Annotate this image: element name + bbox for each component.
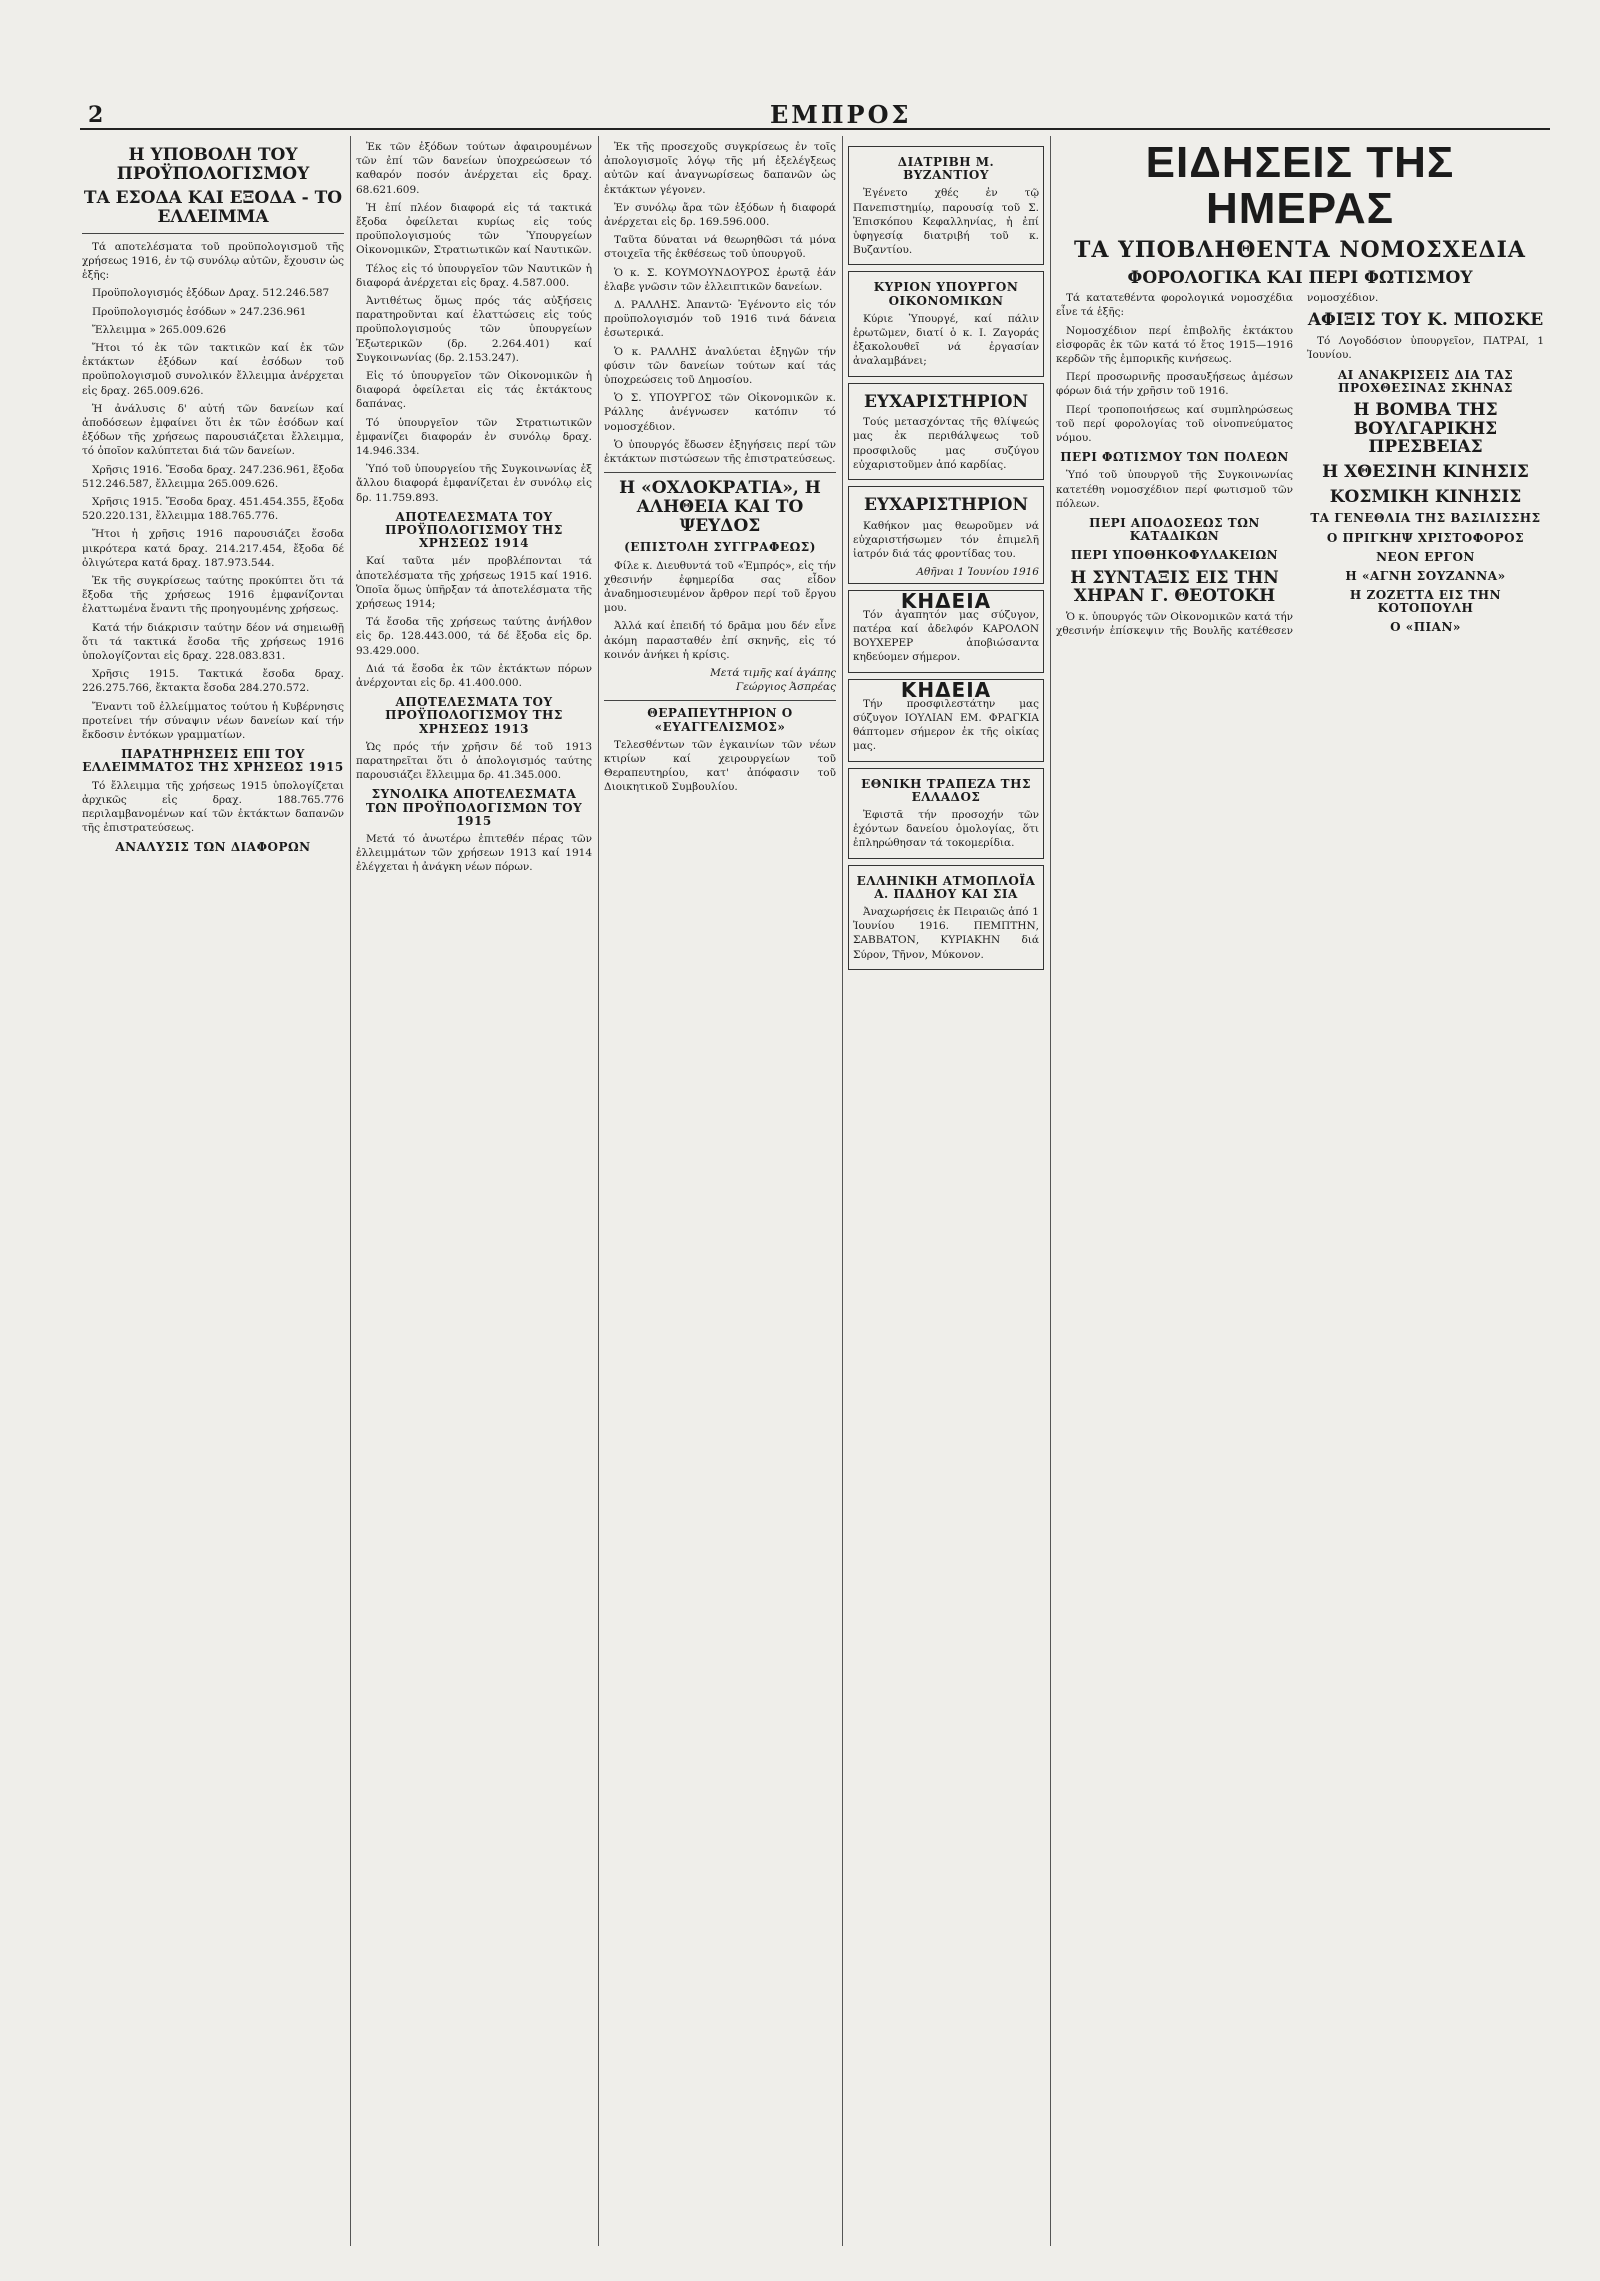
section-heading: Η ΖΟΖΕΤΤΑ ΕΙΣ ΤΗΝ ΚΟΤΟΠΟΥΛΗ [1349, 588, 1502, 616]
paragraph: Ὁ Σ. ΥΠΟΥΡΓΟΣ τῶν Οἰκονομικῶν κ. Ράλλης ἀνέγνωσεν κατόπιν τό νομοσχέδιον. [604, 392, 836, 433]
column-5 [1056, 140, 1544, 2240]
paragraph: Τά ἔσοδα τῆς χρήσεως ταύτης ἀνήλθον εἰς δρ. 128.443.000, τά δέ ἔξοδα εἰς δρ. 93.429.000. [356, 616, 592, 657]
notice-box [848, 146, 1044, 265]
column-4 [848, 140, 1044, 2240]
divider [604, 700, 836, 701]
paragraph: Ἔναντι τοῦ ἐλλείμματος τούτου ἡ Κυβέρνησις προτείνει τήν σύναψιν νέων δανείων καί τήν ἔκδοσιν ἐντόκων γραμματίων. [82, 700, 344, 742]
section-heading: ΠΑΡΑΤΗΡΗΣΕΙΣ ΕΠΙ ΤΟΥ ΕΛΛΕΙΜΜΑΤΟΣ ΤΗΣ ΧΡΗΣΕΩΣ 1915 [82, 747, 344, 775]
paragraph: Τό Λογοδόσιον ὑπουργεῖον, ΠΑΤΡΑΙ, 1 Ἰουνίου. [1307, 335, 1544, 362]
section-heading: Ο «ΠΙΑΝ» [1390, 620, 1461, 635]
paragraph: Κατά τήν διάκρισιν ταύτην δέον νά σημειωθῇ ὅτι τά τακτικά ἔσοδα τῆς χρήσεως 1916 ὑπολογίζονται εἰς δραχ. 228.083.831. [82, 621, 344, 663]
section-heading: ΑΝΑΛΥΣΙΣ ΤΩΝ ΔΙΑΦΟΡΩΝ [115, 840, 311, 855]
notice-text: Τόν ἀγαπητόν μας σύζυγον, πατέρα καί ἀδελφόν ΚΑΡΟΛΟΝ ΒΟΥΧΕΡΕΡ ἀποβιώσαντα κηδεύομεν σήμερον. [853, 608, 1039, 664]
paragraph: Ὁ κ. Σ. ΚΟΥΜΟΥΝΔΟΥΡΟΣ ἐρωτᾷ ἐάν ἐλαβε γνῶσιν τῶν ἐλλειπτικῶν δανείων. [604, 266, 836, 293]
notice-box [848, 590, 1044, 673]
paragraph: Χρῆσις 1915. Ἔσοδα δραχ. 451.454.355, ἔξοδα 520.220.131, ἔλλειμμα 188.765.776. [82, 496, 344, 523]
newspaper-title: ΕΜΠΡΟΣ [770, 100, 912, 129]
paragraph: Ἤτοι ἡ χρῆσις 1916 παρουσιάζει ἔσοδα μικρότερα κατά δραχ. 214.217.454, ἔξοδα δέ ὀλιγώτερα κατά δραχ. 187.973.544. [82, 528, 344, 569]
article-title: Η ΥΠΟΒΟΛΗ ΤΟΥ ΠΡΟΫΠΟΛΟΓΙΣΜΟΥ [116, 145, 310, 184]
paragraph: Τέλος εἰς τό ὑπουργεῖον τῶν Ναυτικῶν ἡ διαφορά ἀνέρχεται εἰς δραχ. 4.587.000. [356, 262, 592, 289]
article-title: Η «ΟΧΛΟΚΡΑΤΙΑ», Η ΑΛΗΘΕΙΑ ΚΑΙ ΤΟ ΨΕΥΔΟΣ [619, 478, 821, 536]
column-rule [842, 136, 843, 2246]
notice-title: ΕΘΝΙΚΗ ΤΡΑΠΕΖΑ ΤΗΣ ΕΛΛΑΔΟΣ [861, 776, 1031, 804]
notice-text: Ἀναχωρήσεις ἐκ Πειραιῶς ἀπό 1 Ἰουνίου 1916. ΠΕΜΠΤΗΝ, ΣΑΒΒΑΤΟΝ, ΚΥΡΙΑΚΗΝ διά Σύρον, Τῆνον, Μύκονον. [853, 905, 1039, 961]
paragraph: Περί προσωρινῆς προσαυξήσεως ἀμέσων φόρων διά τήν χρῆσιν τοῦ 1916. [1056, 371, 1293, 398]
section-heading: ΠΕΡΙ ΥΠΟΘΗΚΟΦΥΛΑΚΕΙΩΝ [1070, 548, 1279, 563]
divider [82, 233, 344, 234]
paragraph: Ὁ ὑπουργός ἔδωσεν ἐξηγήσεις περί τῶν ἐκτάκτων πιστώσεων τῆς ἐπιστρατεύσεως. [604, 438, 836, 466]
section-heading: Η ΣΥΝΤΑΞΙΣ ΕΙΣ ΤΗΝ ΧΗΡΑΝ Γ. ΘΕΟΤΟΚΗ [1070, 567, 1279, 607]
notice-title: ΕΛΛΗΝΙΚΗ ΑΤΜΟΠΛΟΪΑ Α. ΠΑΔΗΟΥ ΚΑΙ ΣΙΑ [856, 873, 1036, 901]
section-heading: Ο ΠΡΙΓΚΗΨ ΧΡΙΣΤΟΦΟΡΟΣ [1326, 530, 1525, 545]
paragraph: Τό ὑπουργεῖον τῶν Στρατιωτικῶν ἐμφανίζει διαφοράν ἐν συνόλῳ δραχ. 14.946.334. [356, 416, 592, 458]
paragraph: Ἡ ἀνάλυσις δ' αὐτή τῶν δανείων καί ἀποδόσεων ἐμφαίνει ὅτι ἐκ τῶν ἐσόδων καί ἐξόδων τῆς χρήσεως παρουσιάζεται ἔλλειμμα, τό ὁποῖον καλύπτεται διά τῶν δανείων. [82, 402, 344, 458]
notice-box [848, 768, 1044, 859]
section-heading: Η ΧΘΕΣΙΝΗ ΚΙΝΗΣΙΣ [1322, 461, 1529, 482]
paragraph: Καί ταῦτα μέν προβλέπονται τά ἀποτελέσματα τῆς χρήσεως 1915 καί 1916. Ὁποῖα ὅμως ὑπῆρξαν τά ἀποτελέσματα τῆς χρήσεως 1914; [356, 555, 592, 611]
paragraph: Τελεσθέντων τῶν ἐγκαινίων τῶν νέων κτιρίων καί χειρουργείων τοῦ Θεραπευτηρίου, κατ' ἀπόφασιν τοῦ Διοικητικοῦ Συμβουλίου. [604, 738, 836, 794]
notice-date: Αθῆναι 1 Ἰουνίου 1916 [916, 566, 1039, 579]
section-heading: ΘΕΡΑΠΕΥΤΗΡΙΟΝ Ο «ΕΥΑΓΓΕΛΙΣΜΟΣ» [647, 706, 793, 734]
paragraph: Ὁ κ. ΡΑΛΛΗΣ ἀναλύεται ἐξηγῶν τήν φύσιν τῶν δανείων τούτων καί τάς ὑποχρεώσεις τοῦ Δημοσίου. [604, 345, 836, 387]
notice-title: ΕΥΧΑΡΙΣΤΗΡΙΟΝ [863, 495, 1029, 516]
paragraph: Ταῦτα δύναται νά θεωρηθῶσι τά μόνα στοιχεῖα τῆς ἐκθέσεως τοῦ ὑπουργοῦ. [604, 234, 836, 261]
paragraph: Ἔλλειμμα » 265.009.626 [92, 323, 227, 336]
notice-title: ΕΥΧΑΡΙΣΤΗΡΙΟΝ [863, 391, 1029, 412]
notice-box [848, 271, 1044, 376]
section-heading: ΝΕΟΝ ΕΡΓΟΝ [1376, 549, 1475, 564]
section-heading: ΣΥΝΟΛΙΚΑ ΑΠΟΤΕΛΕΣΜΑΤΑ ΤΩΝ ΠΡΟΫΠΟΛΟΓΙΣΜΩΝ ΤΟΥ 1915 [365, 787, 583, 828]
paragraph: Δ. ΡΑΛΛΗΣ. Ἀπαντῶ· Ἐγένοντο εἰς τόν προϋπολογισμόν τοῦ 1916 τινά δάνεια ἐσωτερικά. [604, 299, 836, 340]
news-columns [1056, 291, 1544, 638]
column-2 [356, 140, 592, 2240]
paragraph: Χρῆσις 1915. Τακτικά ἔσοδα δραχ. 226.275.766, ἔκτακτα ἔσοδα 284.270.572. [82, 668, 344, 695]
section-heading: ΠΕΡΙ ΑΠΟΔΟΣΕΩΣ ΤΩΝ ΚΑΤΑΔΙΚΩΝ [1089, 516, 1260, 544]
section-heading: ΑΠΟΤΕΛΕΣΜΑΤΑ ΤΟΥ ΠΡΟΫΠΟΛΟΓΙΣΜΟΥ ΤΗΣ ΧΡΗΣΕΩΣ 1913 [385, 695, 563, 736]
paragraph: Νομοσχέδιον περί ἐπιβολῆς ἐκτάκτου εἰσφορᾶς ἐκ τῶν κατά τό ἔτος 1915—1916 κερδῶν τῆς ἐμπορικῆς κινήσεως. [1056, 324, 1293, 366]
paragraph: Τό ἔλλειμμα τῆς χρήσεως 1915 ὑπολογίζεται ἀρχικῶς εἰς δραχ. 188.765.776 περιλαμβανομένων καί τῶν ἐκτάκτων δαπανῶν τῆς ἐπιστρατεύσεως. [82, 779, 344, 835]
column-3 [604, 140, 836, 2240]
notice-text: Καθήκον μας θεωροῦμεν νά εὐχαριστήσωμεν τόν ἐπιμελῆ ἰατρόν διά τάς φροντίδας του. [853, 519, 1039, 561]
section-heading: ΤΑ ΓΕΝΕΘΛΙΑ ΤΗΣ ΒΑΣΙΛΙΣΣΗΣ [1310, 511, 1541, 526]
author-signature: Γεώργιος Ἀσπρέας [735, 681, 836, 694]
paragraph: Φίλε κ. Διευθυντά τοῦ «Ἐμπρός», εἰς τήν χθεσινήν ἐφημερίδα σας εἶδον ἀναδημοσιευμένον ἄρθρον περί τοῦ ἔργου μου. [604, 559, 836, 615]
closing: Μετά τιμῆς καί ἀγάπης [710, 666, 836, 679]
section-heading: ΠΕΡΙ ΦΩΤΙΣΜΟΥ ΤΩΝ ΠΟΛΕΩΝ [1060, 450, 1289, 465]
news-subheadline: ΦΟΡΟΛΟΓΙΚΑ ΚΑΙ ΠΕΡΙ ΦΩΤΙΣΜΟΥ [1127, 267, 1473, 288]
paragraph: Διά τά ἔσοδα ἐκ τῶν ἐκτάκτων πόρων ἀνέρχονται εἰς δρ. 41.400.000. [356, 662, 592, 690]
paragraph: Ἐκ τῆς προσεχοῦς συγκρίσεως ἐν τοῖς ἀπολογισμοῖς λόγῳ τῆς μή ἐξελέγξεως αὐτῶν καί ἀναγνωρίσεως δαπανῶν ὡς ἐκτάκτων γέγονεν. [604, 141, 836, 196]
paragraph: Προϋπολογισμός ἐξόδων Δραχ. 512.246.587 [92, 287, 330, 300]
section-heading: ΑΠΟΤΕΛΕΣΜΑΤΑ ΤΟΥ ΠΡΟΫΠΟΛΟΓΙΣΜΟΥ ΤΗΣ ΧΡΗΣΕΩΣ 1914 [385, 509, 563, 551]
notice-text: Ἐγένετο χθές ἐν τῷ Πανεπιστημίῳ, παρουσίᾳ τοῦ Σ. Ἐπισκόπου Κεφαλληνίας, ἡ ἐπί ὑφηγεσίᾳ διατριβή τοῦ κ. Βυζαντίου. [853, 187, 1039, 257]
paragraph: Τά κατατεθέντα φορολογικά νομοσχέδια εἶνε τά ἑξῆς: [1056, 292, 1293, 319]
article-subtitle: (ΕΠΙΣΤΟΛΗ ΣΥΓΓΡΑΦΕΩΣ) [624, 540, 816, 555]
column-rule [1050, 136, 1051, 2246]
paragraph: Προϋπολογισμός ἐσόδων » 247.236.961 [92, 305, 307, 318]
notice-title: ΚΥΡΙΟΝ ΥΠΟΥΡΓΟΝ ΟΙΚΟΝΟΜΙΚΩΝ [873, 280, 1019, 308]
notice-text: Τήν προσφιλεστάτην μας σύζυγον ΙΟΥΛΙΑΝ ΕΜ. ΦΡΑΓΚΙΑ θάπτομεν σήμερον ἐκ τῆς οἰκίας μας. [853, 697, 1039, 753]
paragraph: Ἀλλά καί ἐπειδή τό δρᾶμα μου δέν εἶνε ἀκόμη παρασταθέν ἐπί σκηνῆς, εἰς τό κοινόν ἀνήκει ἡ κρίσις. [604, 620, 836, 661]
notice-box [848, 383, 1044, 481]
notice-text: Κύριε Ὑπουργέ, καί πάλιν ἐρωτῶμεν, διατί ὁ κ. Ι. Ζαγοράς ἐξακολουθεῖ νά ἐργασίαν ἀναλαμβάνει; [853, 312, 1039, 368]
article-subtitle: ΤΑ ΕΣΟΔΑ ΚΑΙ ΕΞΟΔΑ - ΤΟ ΕΛΛΕΙΜΜΑ [83, 188, 343, 228]
masthead [80, 100, 1550, 130]
notice-text: Τούς μετασχόντας τῆς θλίψεώς μας ἐκ περιθάλψεως τοῦ προσφιλοῦς μας συζύγου εὐχαριστοῦμεν ἀπό καρδίας. [853, 416, 1039, 471]
section-heading: Η ΒΟΜΒΑ ΤΗΣ ΒΟΥΛΓΑΡΙΚΗΣ ΠΡΕΣΒΕΙΑΣ [1353, 399, 1498, 458]
paragraph: Περί τροποποιήσεως καί συμπληρώσεως τοῦ περί φορολογίας τοῦ οἰνοπνεύματος νόμου. [1056, 403, 1293, 445]
paragraph: Ἡ ἐπί πλέον διαφορά εἰς τά τακτικά ἔξοδα ὀφείλεται κυρίως εἰς τούς προϋπολογισμούς τῶν Ὑπουργείων Οἰκονομικῶν, Στρατιωτικῶν καί Ναυτικῶν. [356, 201, 592, 257]
paragraph: Μετά τό ἀνωτέρω ἐπιτεθέν πέρας τῶν ἐλλειμμάτων τῶν χρήσεων 1913 καί 1914 ἐλέγχεται ἡ ἀνάγκη νέων πόρων. [356, 833, 592, 874]
notice-text: Ἐφιστᾶ τήν προσοχήν τῶν ἐχόντων δανείου ὁμολογίας, ὅτι ἐπληρώθησαν τά τοκομερίδια. [853, 808, 1039, 850]
paragraph: Ἐκ τῆς συγκρίσεως ταύτης προκύπτει ὅτι τά ἔξοδα τῆς χρήσεως 1916 ἐμφανίζονται ἐλαττωμένα ἔναντι τῆς προηγουμένης χρήσεως. [82, 575, 344, 616]
notice-title: ΚΗΔΕΙΑ [900, 677, 992, 702]
page-number: 2 [88, 102, 104, 128]
section-heading: ΚΟΣΜΙΚΗ ΚΙΝΗΣΙΣ [1329, 486, 1522, 507]
section-banner: ΕΙΔΗΣΕΙΣ ΤΗΣ ΗΜΕΡΑΣ [1145, 140, 1455, 234]
paragraph: Ἐκ τῶν ἐξόδων τούτων ἀφαιρουμένων τῶν ἐπί τῶν δανείων ὑποχρεώσεων τό καθαρόν ποσόν ἀνέρχεται εἰς δραχ. 68.621.609. [356, 141, 592, 196]
notice-box [848, 865, 1044, 970]
section-heading: ΑΙ ΑΝΑΚΡΙΣΕΙΣ ΔΙΑ ΤΑΣ ΠΡΟΧΘΕΣΙΝΑΣ ΣΚΗΝΑΣ [1337, 367, 1514, 395]
section-heading: Η «ΑΓΝΗ ΣΟΥΖΑΝΝΑ» [1345, 568, 1506, 583]
notice-box [848, 486, 1044, 584]
paragraph: Εἰς τό ὑπουργεῖον τῶν Οἰκονομικῶν ἡ διαφορά ὀφείλεται εἰς τάς ἐκτάκτους δαπάνας. [356, 370, 592, 411]
news-headline: ΤΑ ΥΠΟΒΛΗΘΕΝΤΑ ΝΟΜΟΣΧΕΔΙΑ [1074, 237, 1526, 264]
paragraph: Ὡς πρός τήν χρῆσιν δέ τοῦ 1913 παρατηρεῖται ὅτι ὁ ἀπολογισμός ταύτης παρουσιάζει ἔλλειμμα δρ. 41.345.000. [356, 740, 592, 782]
column-rule [350, 136, 351, 2246]
divider [604, 472, 836, 473]
paragraph: Ἤτοι τό ἐκ τῶν τακτικῶν καί ἐκ τῶν ἐκτάκτων ἐξόδων καί ἐσόδων τοῦ προϋπολογισμοῦ συνολικόν ἔλλειμμα ἀνέρχεται εἰς δραχ. 265.009.626. [82, 341, 344, 397]
notice-box [848, 679, 1044, 762]
paragraph: Ἀντιθέτως ὅμως πρός τάς αὐξήσεις παρατηροῦνται καί ἐλαττώσεις εἰς τούς προϋπολογισμούς τῶν ὑπουργείων Ἐξωτερικῶν (δρ. 2.264.401) καί Συγκοινωνίας (δρ. 2.153.247). [356, 295, 592, 364]
notice-title: ΔΙΑΤΡΙΒΗ Μ. ΒΥΖΑΝΤΙΟΥ [897, 155, 995, 183]
paragraph: Ὑπό τοῦ ὑπουργείου τῆς Συγκοινωνίας ἐξ ἄλλου διαφορά ἐμφανίζεται ἐν συνόλῳ εἰς δρ. 11.759.893. [356, 463, 592, 504]
section-heading: ΑΦΙΞΙΣ ΤΟΥ Κ. ΜΠΟΣΚΕ [1307, 310, 1544, 331]
paragraph: Τά αποτελέσματα τοῦ προϋπολογισμοῦ τῆς χρήσεως 1916, ἐν τῷ συνόλῳ αὐτῶν, ἔχουσιν ὡς ἑξῆς: [82, 240, 344, 282]
paragraph: Ὑπό τοῦ ὑπουργοῦ τῆς Συγκοινωνίας κατετέθη νομοσχέδιον περί φωτισμοῦ τῶν πόλεων. [1056, 469, 1293, 510]
notice-title: ΚΗΔΕΙΑ [900, 588, 992, 613]
paragraph: Χρῆσις 1916. Ἔσοδα δραχ. 247.236.961, ἔξοδα 512.246.587, ἔλλειμμα 265.009.626. [82, 463, 344, 490]
column-rule [598, 136, 599, 2246]
column-1 [82, 140, 344, 2240]
paragraph: Ὁ κ. ὑπουργός τῶν Οἰκονομικῶν κατά τήν χθεσινήν ἐπίσκεψιν τῆς Βουλῆς κατέθεσεν νομοσχέδιον. [1056, 292, 1379, 638]
paragraph: Ἐν συνόλῳ ἄρα τῶν ἐξόδων ἡ διαφορά ἀνέρχεται εἰς δρ. 169.596.000. [604, 201, 836, 229]
